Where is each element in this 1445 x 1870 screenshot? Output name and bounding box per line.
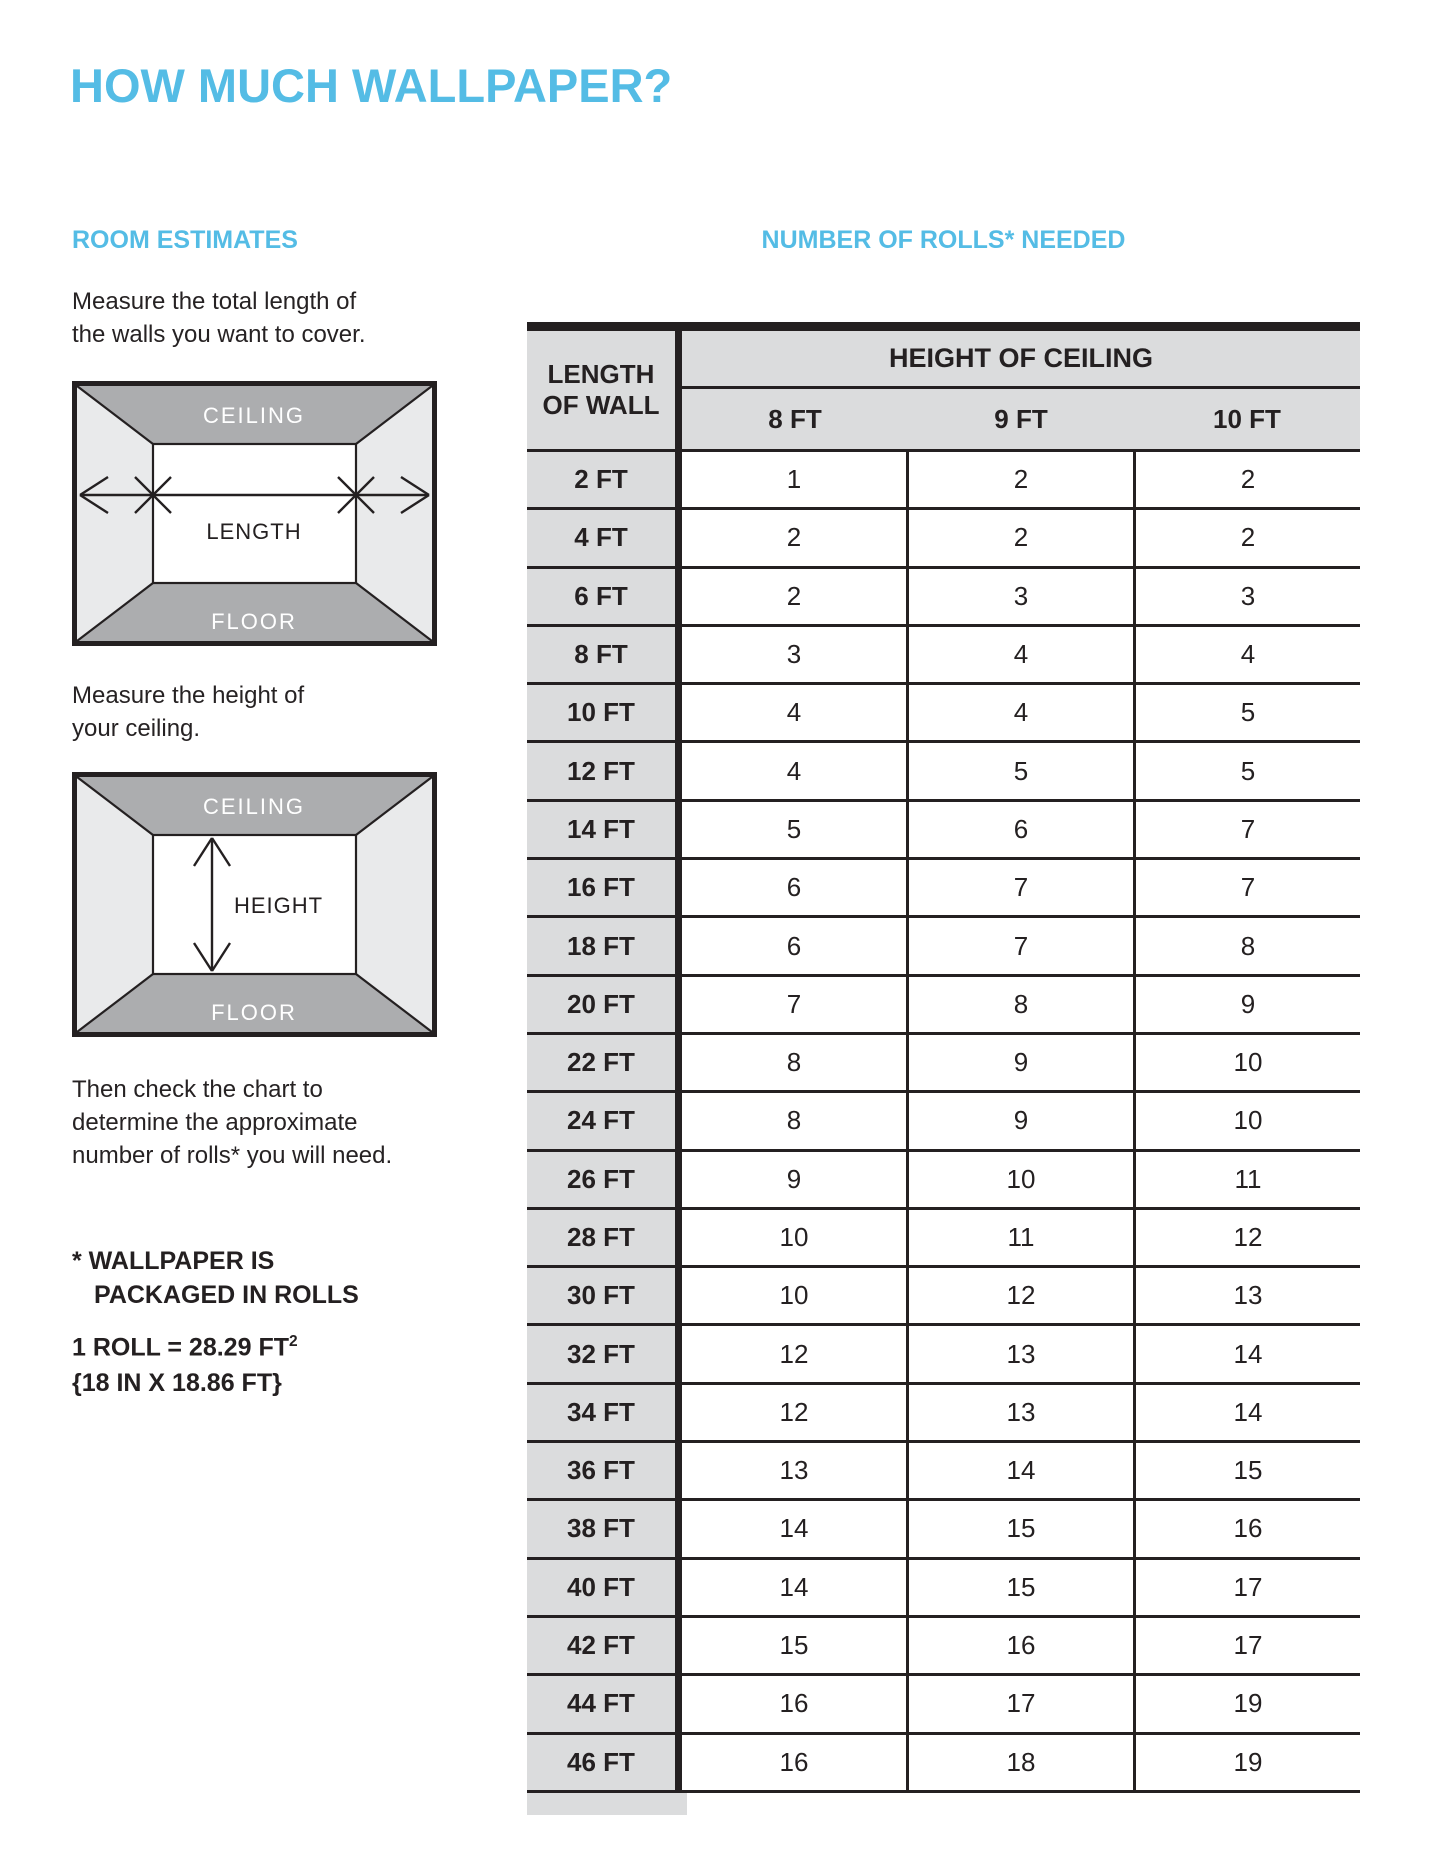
table-row [527, 1676, 1360, 1734]
rolls-value: 5 [1133, 743, 1360, 798]
table-row [527, 1443, 1360, 1501]
rolls-value: 6 [682, 918, 906, 973]
rolls-value: 12 [682, 1385, 906, 1440]
rolls-value: 2 [1133, 452, 1360, 507]
instruction-chart [72, 1073, 392, 1172]
rolls-value: 4 [682, 685, 906, 740]
rolls-table [527, 322, 1360, 1815]
rolls-value: 8 [906, 977, 1133, 1032]
rolls-value: 13 [906, 1326, 1133, 1381]
table-row [527, 627, 1360, 685]
rolls-value: 14 [906, 1443, 1133, 1498]
length-label: LENGTH [206, 519, 302, 544]
rolls-value: 4 [682, 743, 906, 798]
rolls-value: 8 [682, 1093, 906, 1148]
row-header-wall-length: 22 FT [527, 1035, 682, 1090]
floor-label: FLOOR [211, 1000, 297, 1025]
rolls-value: 7 [1133, 802, 1360, 857]
table-top-border [527, 322, 1360, 331]
rolls-value: 9 [906, 1035, 1133, 1090]
rolls-value: 16 [1133, 1501, 1360, 1556]
row-header-wall-length: 42 FT [527, 1618, 682, 1673]
rolls-value: 3 [906, 569, 1133, 624]
instruction-height-line1: Measure the height of [72, 682, 305, 709]
table-row [527, 1035, 1360, 1093]
room-height-diagram [72, 772, 437, 1037]
squared-superscript: 2 [288, 1333, 298, 1350]
table-header [527, 331, 1360, 452]
rolls-value: 9 [1133, 977, 1360, 1032]
col-header-8ft: 8 FT [768, 403, 822, 434]
rolls-value: 15 [906, 1501, 1133, 1556]
rolls-value: 10 [682, 1210, 906, 1265]
table-row [527, 743, 1360, 801]
row-header-wall-length: 18 FT [527, 918, 682, 973]
row-header-wall-length: 2 FT [527, 452, 682, 507]
table-row [527, 685, 1360, 743]
roll-equation: 1 ROLL = 28.29 $FT^2$ [72, 1333, 298, 1362]
rolls-value: 10 [1133, 1093, 1360, 1148]
table-row [527, 510, 1360, 568]
rolls-value: 3 [1133, 569, 1360, 624]
rolls-value: 14 [1133, 1326, 1360, 1381]
ceiling-header-group [682, 331, 1360, 449]
rolls-value: 13 [682, 1443, 906, 1498]
rolls-value: 7 [906, 918, 1133, 973]
rolls-value: 3 [682, 627, 906, 682]
table-row [527, 1618, 1360, 1676]
height-of-ceiling-header: HEIGHT OF CEILING [682, 331, 1360, 389]
rolls-value: 1 [682, 452, 906, 507]
rolls-value: 17 [1133, 1560, 1360, 1615]
row-header-wall-length: 26 FT [527, 1152, 682, 1207]
roll-info [72, 1324, 298, 1401]
rolls-value: 9 [906, 1093, 1133, 1148]
rolls-value: 12 [906, 1268, 1133, 1323]
instruction-length [72, 285, 365, 351]
ceiling-subheader-row [682, 389, 1360, 449]
row-header-wall-length: 24 FT [527, 1093, 682, 1148]
rolls-value: 15 [682, 1618, 906, 1673]
row-header-wall-length: 30 FT [527, 1268, 682, 1323]
rolls-value: 18 [906, 1735, 1133, 1790]
row-header-wall-length: 16 FT [527, 860, 682, 915]
rolls-value: 8 [682, 1035, 906, 1090]
table-row [527, 1210, 1360, 1268]
footnote-line1: * WALLPAPER IS [72, 1247, 275, 1275]
rolls-value: 2 [682, 569, 906, 624]
rolls-value: 14 [682, 1501, 906, 1556]
row-header-wall-length: 28 FT [527, 1210, 682, 1265]
rolls-value: 2 [906, 452, 1133, 507]
rolls-value: 10 [682, 1268, 906, 1323]
rolls-value: 5 [906, 743, 1133, 798]
rolls-value: 19 [1133, 1735, 1360, 1790]
table-row [527, 1326, 1360, 1384]
length-of-wall-header-line1: LENGTH [547, 359, 655, 389]
rolls-value: 12 [1133, 1210, 1360, 1265]
rolls-value: 16 [682, 1735, 906, 1790]
row-header-wall-length: 40 FT [527, 1560, 682, 1615]
table-row [527, 1385, 1360, 1443]
length-of-wall-header [527, 331, 682, 449]
rolls-value: 16 [906, 1618, 1133, 1673]
table-row [527, 860, 1360, 918]
row-header-wall-length: 20 FT [527, 977, 682, 1032]
height-label: HEIGHT [234, 893, 324, 918]
row-header-wall-length: 46 FT [527, 1735, 682, 1790]
row-header-wall-length: 12 FT [527, 743, 682, 798]
footnote-line2: PACKAGED IN ROLLS [94, 1281, 359, 1309]
rolls-value: 17 [1133, 1618, 1360, 1673]
rolls-value: 13 [1133, 1268, 1360, 1323]
rolls-value: 7 [682, 977, 906, 1032]
row-header-wall-length: 36 FT [527, 1443, 682, 1498]
row-header-wall-length: 10 FT [527, 685, 682, 740]
rolls-value: 15 [1133, 1443, 1360, 1498]
table-row [527, 1560, 1360, 1618]
table-row [527, 918, 1360, 976]
rolls-value: 16 [682, 1676, 906, 1731]
rolls-value: 14 [682, 1560, 906, 1615]
row-header-wall-length: 8 FT [527, 627, 682, 682]
rolls-value: 11 [906, 1210, 1133, 1265]
ceiling-label: CEILING [202, 403, 306, 428]
rolls-value: 6 [906, 802, 1133, 857]
room-length-diagram [72, 381, 437, 646]
table-row [527, 1268, 1360, 1326]
floor-label: FLOOR [211, 609, 297, 634]
row-header-wall-length: 4 FT [527, 510, 682, 565]
rolls-value: 2 [906, 510, 1133, 565]
instruction-chart-line3: number of rolls* you will need. [72, 1142, 393, 1169]
table-tail [527, 1793, 687, 1815]
rolls-value: 5 [1133, 685, 1360, 740]
rolls-value: 17 [906, 1676, 1133, 1731]
rolls-value: 14 [1133, 1385, 1360, 1440]
rolls-table-body [527, 452, 1360, 1793]
instruction-height-line2: your ceiling. [72, 715, 201, 742]
rolls-value: 19 [1133, 1676, 1360, 1731]
table-row [527, 802, 1360, 860]
table-row [527, 1735, 1360, 1793]
row-header-wall-length: 44 FT [527, 1676, 682, 1731]
rolls-value: 11 [1133, 1152, 1360, 1207]
rolls-value: 9 [682, 1152, 906, 1207]
rolls-value: 4 [1133, 627, 1360, 682]
rolls-value: 5 [682, 802, 906, 857]
row-header-wall-length: 38 FT [527, 1501, 682, 1556]
row-header-wall-length: 6 FT [527, 569, 682, 624]
rolls-value: 10 [1133, 1035, 1360, 1090]
row-header-wall-length: 32 FT [527, 1326, 682, 1381]
instruction-length-line1: Measure the total length of [72, 288, 357, 315]
rolls-value: 8 [1133, 918, 1360, 973]
instruction-chart-line1: Then check the chart to [72, 1076, 323, 1103]
instruction-height [72, 679, 304, 745]
page-title: HOW MUCH WALLPAPER? [70, 59, 673, 112]
wallpaper-footnote [72, 1244, 359, 1312]
length-of-wall-header-line2: OF WALL [542, 390, 660, 420]
rolls-value: 10 [906, 1152, 1133, 1207]
rolls-value: 7 [906, 860, 1133, 915]
ceiling-label: CEILING [202, 794, 306, 819]
room-estimates-heading: ROOM ESTIMATES [72, 226, 298, 254]
rolls-needed-heading: NUMBER OF ROLLS* NEEDED [761, 226, 1126, 254]
table-row [527, 1152, 1360, 1210]
rolls-value: 2 [682, 510, 906, 565]
back-wall [153, 444, 356, 583]
table-row [527, 977, 1360, 1035]
instruction-length-line2: the walls you want to cover. [72, 321, 366, 348]
rolls-value: 4 [906, 685, 1133, 740]
table-row [527, 569, 1360, 627]
instruction-chart-line2: determine the approximate [72, 1109, 358, 1136]
rolls-value: 12 [682, 1326, 906, 1381]
table-row [527, 1093, 1360, 1151]
rolls-value: 13 [906, 1385, 1133, 1440]
roll-dimensions: {18 IN X 18.86 FT} [72, 1369, 282, 1398]
rolls-value: 6 [682, 860, 906, 915]
table-row [527, 1501, 1360, 1559]
rolls-value: 4 [906, 627, 1133, 682]
rolls-value: 15 [906, 1560, 1133, 1615]
col-header-10ft: 10 FT [1213, 403, 1281, 434]
row-header-wall-length: 14 FT [527, 802, 682, 857]
rolls-value: 7 [1133, 860, 1360, 915]
rolls-value: 2 [1133, 510, 1360, 565]
row-header-wall-length: 34 FT [527, 1385, 682, 1440]
col-header-9ft: 9 FT [994, 403, 1048, 434]
table-row [527, 452, 1360, 510]
